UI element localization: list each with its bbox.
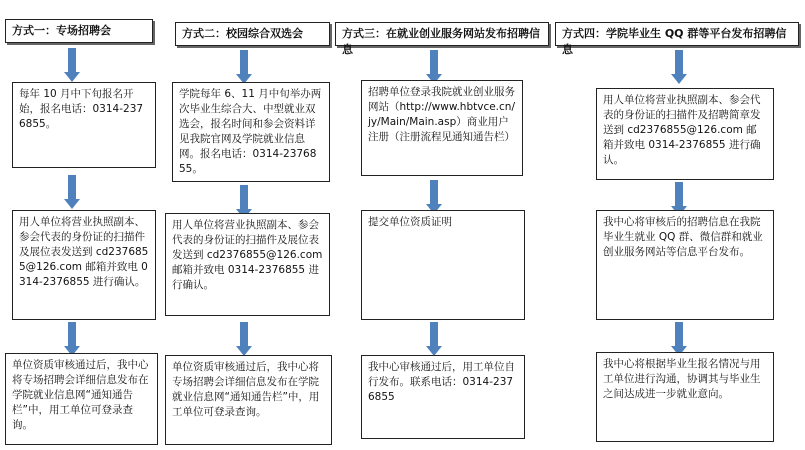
arrow-down-icon	[671, 50, 687, 84]
method-2-step-3: 单位资质审核通过后，我中心将专场招聘会详细信息发布在学院就业信息网“通知通告栏”中，用工单位可登录查询。	[165, 355, 332, 445]
method-4-step-3: 我中心将根据毕业生报名情况与用工单位进行沟通，协调其与毕业生之间达成进一步就业意向。	[596, 352, 774, 442]
method-3-step-3: 我中心审核通过后，用工单位自行发布。联系电话：0314-2376855	[361, 355, 525, 439]
method-1-header: 方式一：专场招聘会	[5, 19, 153, 43]
method-2-step-2: 用人单位将营业执照副本、参会代表的身份证的扫描件及展位表发送到 cd2376855@126.com 邮箱并致电 0314-2376855 进行确认。	[165, 213, 330, 316]
method-4-step-2: 我中心将审核后的招聘信息在我院毕业生就业 QQ 群、微信群和就业创业服务网站等信息平台发布。	[596, 210, 774, 320]
arrow-down-icon	[64, 48, 80, 82]
arrow-down-icon	[671, 322, 687, 356]
arrow-down-icon	[236, 322, 252, 356]
arrow-down-icon	[64, 322, 80, 356]
arrow-down-icon	[64, 175, 80, 209]
arrow-down-icon	[426, 50, 442, 84]
method-1-step-2: 用人单位将营业执照副本、参会代表的身份证的扫描件及展位表发送到 cd2376855@126.com 邮箱并致电 0314-2376855 进行确认。	[12, 210, 156, 320]
arrow-down-icon	[426, 180, 442, 214]
method-3-step-1: 招聘单位登录我院就业创业服务网站（http://www.hbtvce.cn/jy/Main/Main.asp）商业用户注册（注册流程见通知通告栏）	[361, 80, 523, 176]
arrow-down-icon	[236, 50, 252, 84]
method-3-header: 方式三：在就业创业服务网站发布招聘信息	[335, 22, 549, 46]
method-3-step-2: 提交单位资质证明	[361, 210, 525, 320]
method-2-header: 方式二：校园综合双选会	[175, 22, 330, 46]
method-2-step-1: 学院每年 6、11 月中旬举办两次毕业生综合大、中型就业双选会，报名时间和参会资料详见我院官网及学院就业信息网。报名电话：0314-2376855。	[172, 82, 330, 182]
method-4-header: 方式四：学院毕业生 QQ 群等平台发布招聘信息	[555, 22, 799, 46]
method-1-step-1: 每年 10 月中下旬报名开始，报名电话：0314-2376855。	[12, 82, 156, 168]
method-4-step-1: 用人单位将营业执照副本、参会代表的身份证的扫描件及招聘简章发送到 cd2376855@126.com 邮箱并致电 0314-2376855 进行确认。	[596, 88, 774, 180]
method-1-step-3: 单位资质审核通过后，我中心将专场招聘会详细信息发布在学院就业信息网“通知通告栏”中，用工单位可登录查询。	[5, 353, 158, 445]
arrow-down-icon	[426, 322, 442, 356]
